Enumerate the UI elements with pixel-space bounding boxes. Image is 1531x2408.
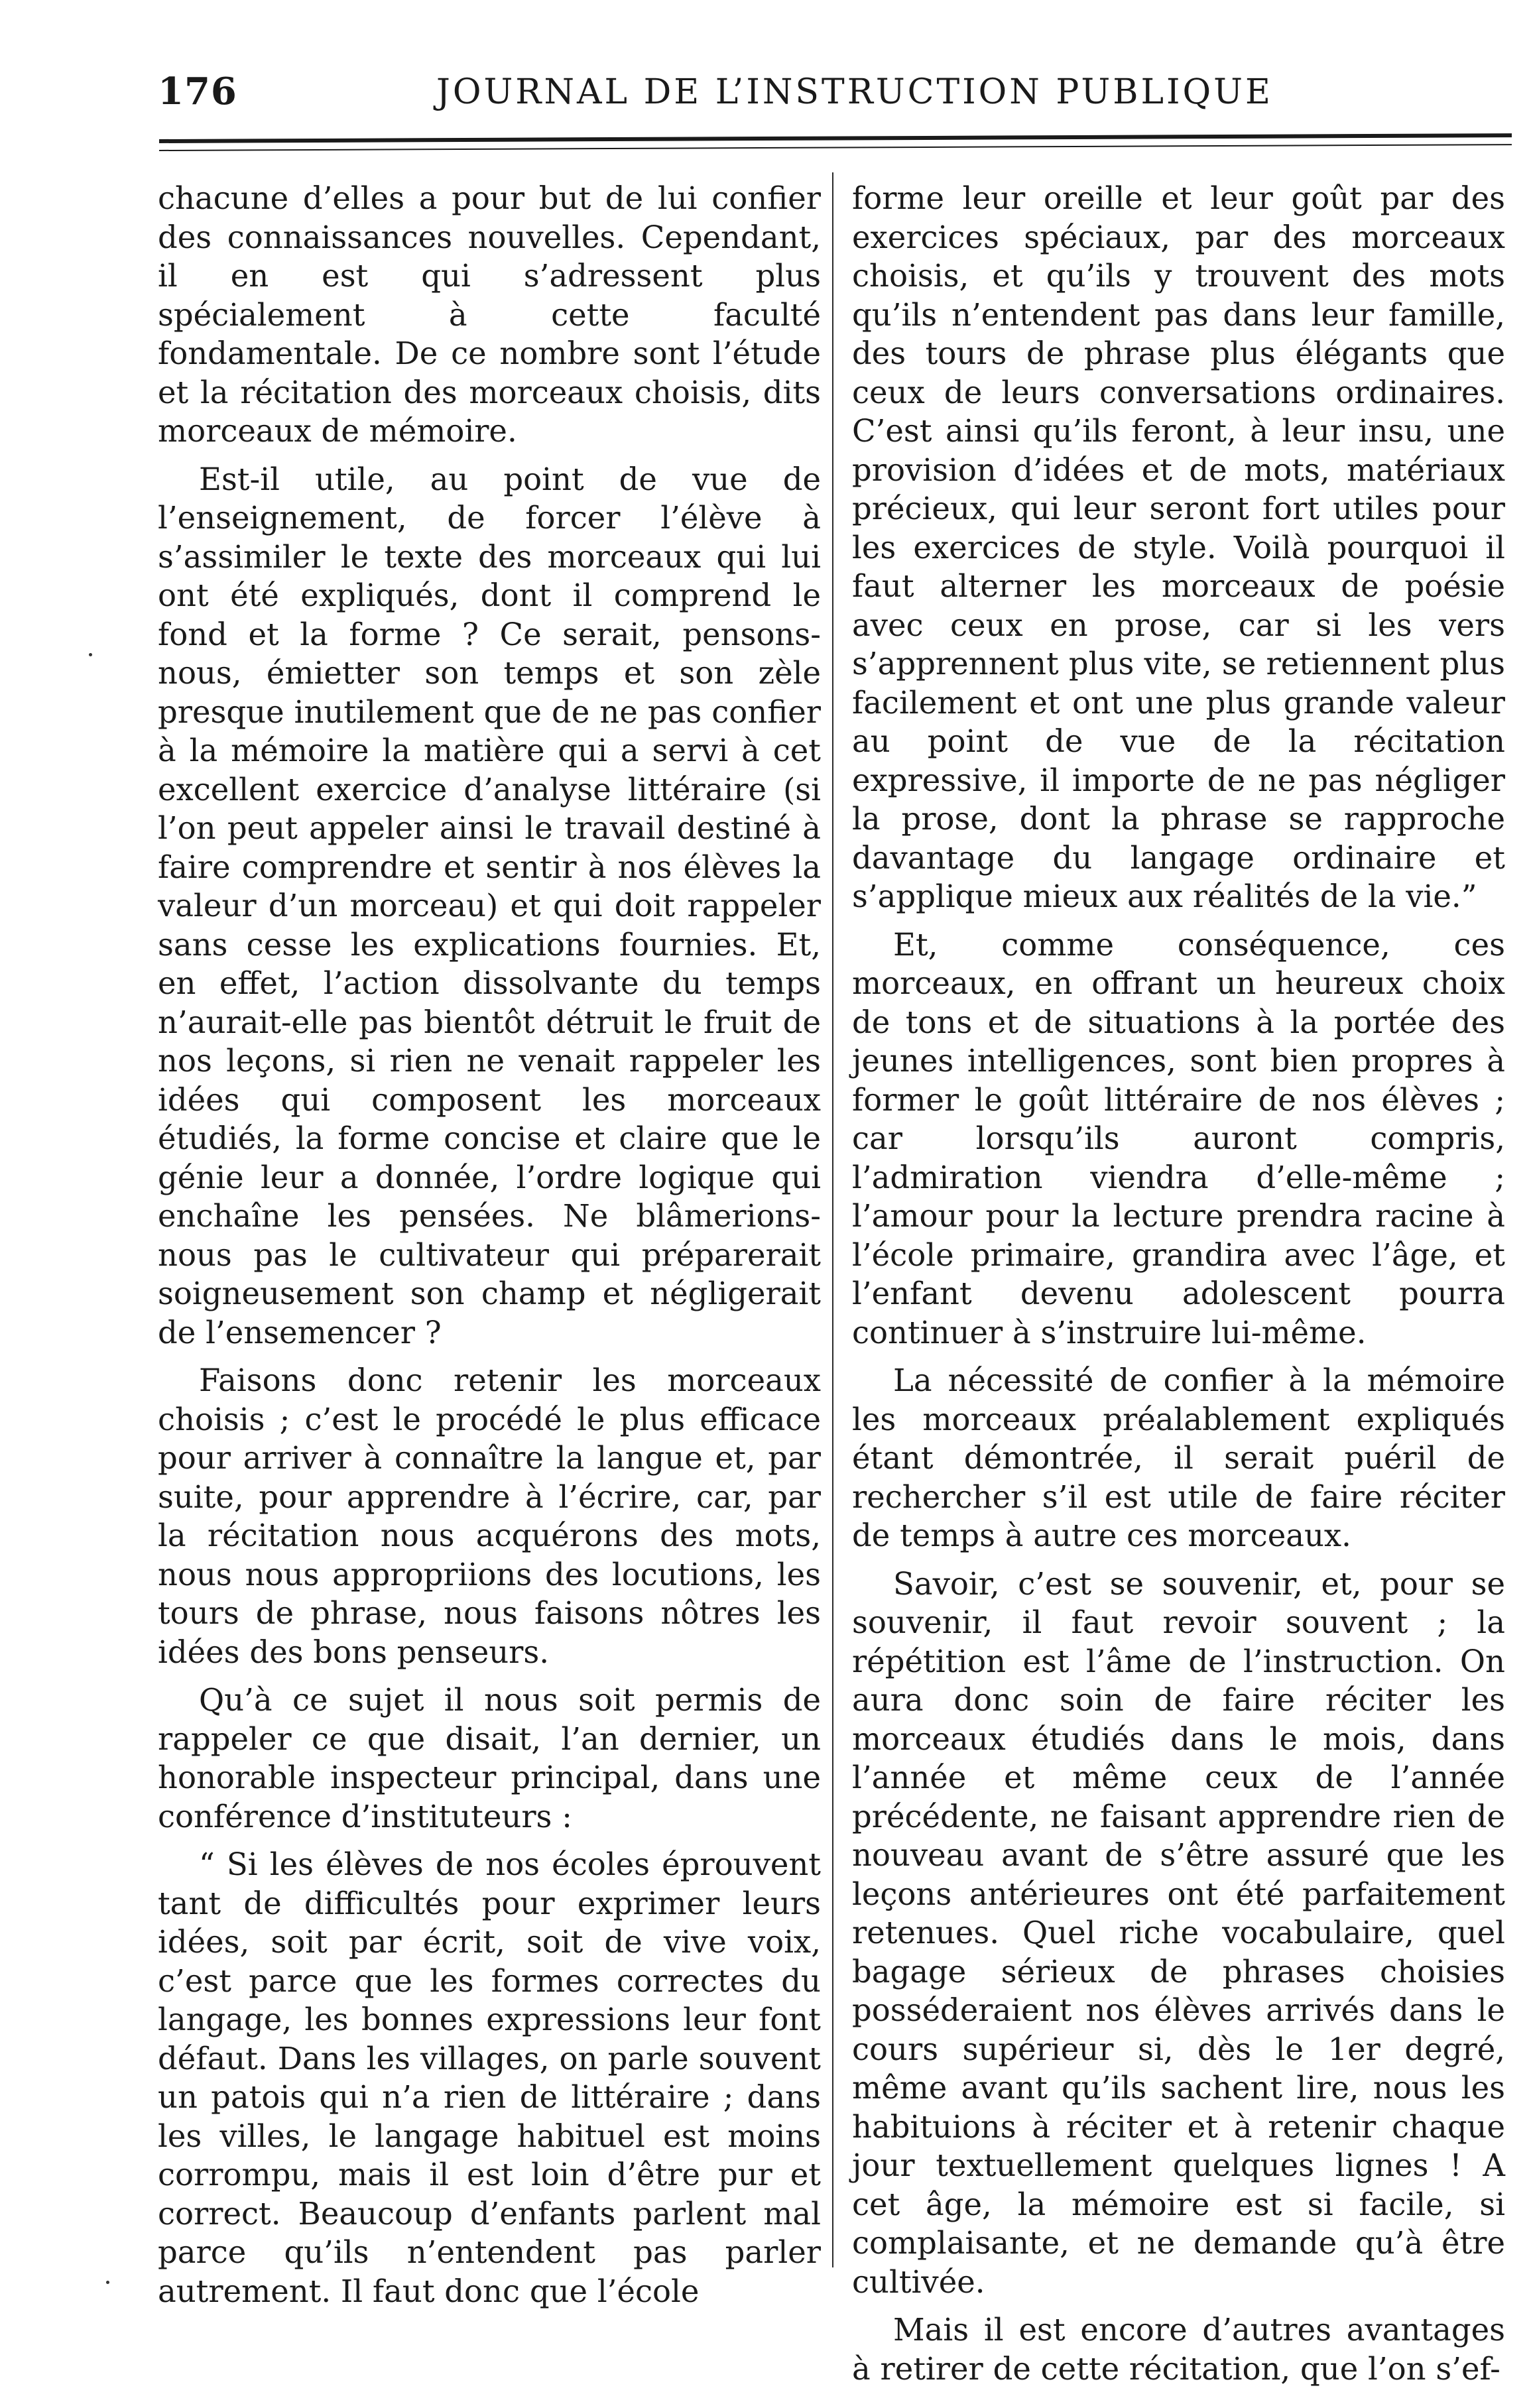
paragraph: Mais il est encore d’autres avantages à retirer de cette récitation, que l’on s’ef- [852,2312,1505,2387]
running-title: JOURNAL DE L’INSTRUCTION PUBLIQUE [436,72,1273,112]
header-rule-thick [159,133,1512,143]
page-number: 176 [158,70,237,113]
print-speck [106,2281,109,2284]
left-column [158,179,821,2311]
paragraph: Et, comme conséquence, ces morceaux, en offrant un heureux choix de tons et de situations à la portée des jeunes intelligences, sont bien propres à former le goût littéraire de nos élèves ; car lorsqu’ils auront compris, l’admiration viendra d’elle-même ; l’amour pour la lecture prendra racine à l’école primaire, grandira avec l’âge, et l’enfant devenu adolescent pourra continuer à s’instruire lui-même. [852,926,1505,1351]
paragraph: Qu’à ce sujet il nous soit permis de rappeler ce que disait, l’an dernier, un honorable inspecteur principal, dans une conférence d’instituteurs : [158,1682,821,1835]
paragraph: La nécessité de confier à la mémoire les morceaux préalablement expliqués étant démontrée, il serait puéril de rechercher s’il est utile de faire réciter de temps à autre ces morceaux. [852,1362,1505,1553]
paragraph: chacune d’elles a pour but de lui confier des connaissances nouvelles. Cependant, il en est qui s’adressent plus spécialement à cette faculté fondamentale. De ce nombre sont l’étude et la récitation des morceaux choisis, dits morceaux de mémoire. [158,180,821,449]
paragraph: Est-il utile, au point de vue de l’enseignement, de forcer l’élève à s’assimiler le texte des morceaux qui lui ont été expliqués, dont il comprend le fond et la forme ? Ce serait, pensons-nous, émietter son temps et son zèle presque inutilement que de ne pas confier à la mémoire la matière qui a servi à cet excellent exercice d’analyse littéraire (si l’on peut appeler ainsi le travail destiné à faire comprendre et sentir à nos élèves la valeur d’un morceau) et qui doit rappeler sans cesse les explications fournies. Et, en effet, l’action dissolvante du temps n’aurait-elle pas bientôt détruit le fruit de nos leçons, si rien ne venait rappeler les idées qui composent les morceaux étudiés, la forme concise et claire que le génie leur a donnée, l’ordre logique qui enchaîne les pensées. Ne blâmerions-nous pas le cultivateur qui préparerait soigneusement son champ et négligerait de l’ensemencer ? [158,461,821,1351]
right-column [852,179,1505,2388]
paragraph: Savoir, c’est se souvenir, et, pour se souvenir, il faut revoir souvent ; la répétition est l’âme de l’instruction. On aura donc soin de faire réciter les morceaux étudiés dans le mois, dans l’année et même ceux de l’année précédente, ne faisant apprendre rien de nouveau avant de s’être assuré que les leçons antérieures ont été parfaitement retenues. Quel riche vocabulaire, quel bagage sérieux de phrases choisies posséderaient nos élèves arrivés dans le cours supérieur si, dès le 1er degré, même avant qu’ils sachent lire, nous les habituions à réciter et à retenir chaque jour textuellement quelques lignes ! A cet âge, la mémoire est si facile, si complaisante, et ne demande qu’à être cultivée. [852,1565,1505,2300]
column-divider [832,172,833,2267]
print-speck [89,653,92,656]
paragraph: forme leur oreille et leur goût par des exercices spéciaux, par des morceaux choisis, et qu’ils y trouvent des mots qu’ils n’entendent pas dans leur famille, des tours de phrase plus élégants que ceux de leurs conversations ordinaires. C’est ainsi qu’ils feront, à leur insu, une provision d’idées et de mots, matériaux précieux, qui leur seront fort utiles pour les exercices de style. Voilà pourquoi il faut alterner les morceaux de poésie avec ceux en prose, car si les vers s’apprennent plus vite, se retiennent plus facilement et ont une plus grande valeur au point de vue de la récitation expressive, il importe de ne pas négliger la prose, dont la phrase se rapproche davantage du langage ordinaire et s’applique mieux aux réalités de la vie.” [852,180,1505,914]
page-header [158,70,1457,123]
header-rule-thin [159,144,1512,151]
paragraph: “ Si les élèves de nos écoles éprouvent tant de difficultés pour exprimer leurs idées, soit par écrit, soit de vive voix, c’est parce que les formes correctes du langage, les bonnes expressions leur font défaut. Dans les villages, on parle souvent un patois qui n’a rien de littéraire ; dans les villes, le langage habituel est moins corrompu, mais il est loin d’être pur et correct. Beaucoup d’enfants parlent mal parce qu’ils n’entendent pas parler autrement. Il faut donc que l’école [158,1846,821,2309]
paragraph: Faisons donc retenir les morceaux choisis ; c’est le procédé le plus efficace pour arriver à connaître la langue et, par suite, pour apprendre à l’écrire, car, par la récitation nous acquérons des mots, nous nous appropriions des locutions, les tours de phrase, nous faisons nôtres les idées des bons penseurs. [158,1362,821,1670]
